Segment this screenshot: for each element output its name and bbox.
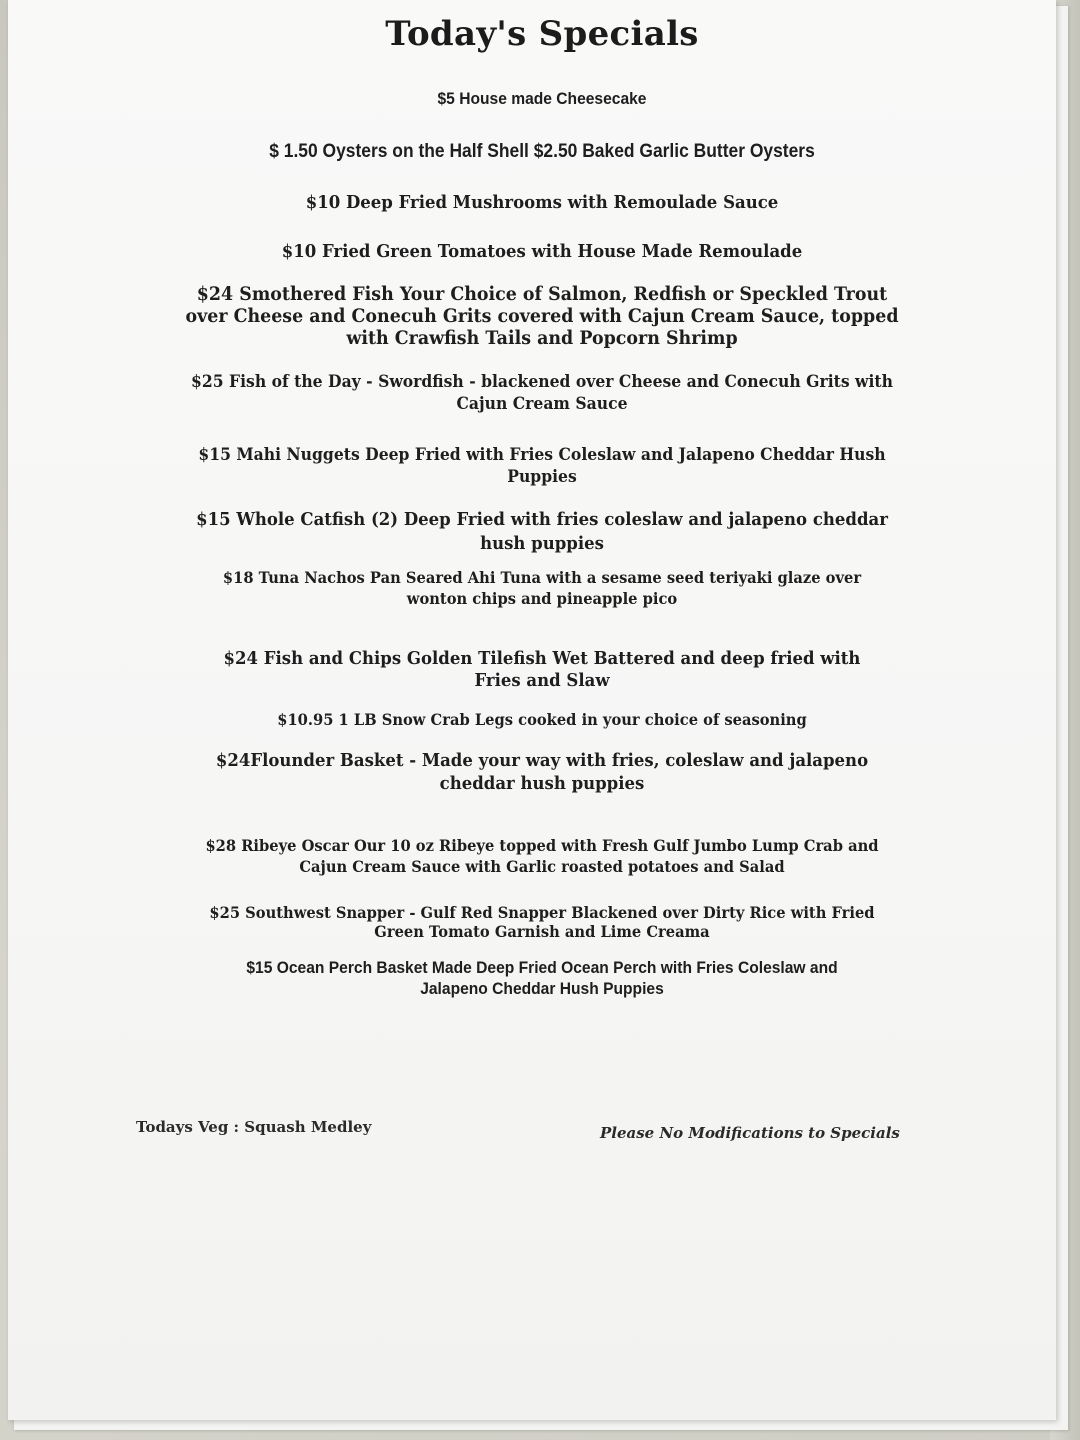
special-whole-catfish [8,508,1076,556]
menu-sheet [8,0,1056,1420]
special-line: $15 Mahi Nuggets Deep Fried with Fries Coleslaw and Jalapeno Cheddar Hush [198,445,886,465]
no-modifications-note: Please No Modifications to Specials [600,1124,900,1142]
special-line: $10.95 1 LB Snow Crab Legs cooked in your choice of seasoning [277,710,807,729]
special-mahi-nuggets [8,444,1076,488]
special-line: Fries and Slaw [474,670,610,691]
special-fish-and-chips [8,648,1076,692]
special-line: $5 House made Cheesecake [437,89,647,108]
special-ocean-perch [8,957,1076,999]
special-line: with Crawfish Tails and Popcorn Shrimp [346,327,738,349]
special-flounder-basket [8,749,1076,795]
special-line: $24Flounder Basket - Made your way with fries, coleslaw and jalapeno [215,750,869,771]
special-line: hush puppies [480,533,604,554]
special-fish-of-day [8,371,1076,415]
special-line: Green Tomato Garnish and Lime Creama [374,922,710,941]
special-line: $25 Southwest Snapper - Gulf Red Snapper Blackened over Dirty Rice with Fried [209,903,875,922]
special-line: $24 Fish and Chips Golden Tilefish Wet Battered and deep fried with [223,648,861,669]
special-smothered-fish [8,283,1076,349]
special-line: $10 Deep Fried Mushrooms with Remoulade Sauce [305,192,779,213]
special-line: $25 Fish of the Day - Swordfish - blackened over Cheese and Conecuh Grits with [191,372,893,392]
special-oysters [8,140,1076,164]
special-line: $28 Ribeye Oscar Our 10 oz Ribeye topped with Fresh Gulf Jumbo Lump Crab and [205,836,879,855]
special-tuna-nachos [8,567,1076,609]
special-line: $15 Ocean Perch Basket Made Deep Fried Ocean Perch with Fries Coleslaw and [246,958,838,977]
special-snow-crab [8,709,1076,731]
special-green-tomatoes [8,240,1076,264]
special-line: over Cheese and Conecuh Grits covered with Cajun Cream Sauce, topped [185,305,899,327]
todays-veg: Todays Veg : Squash Medley [136,1118,372,1136]
special-mushrooms [8,191,1076,215]
special-line: Cajun Cream Sauce with Garlic roasted potatoes and Salad [299,857,785,876]
special-line: wonton chips and pineapple pico [406,589,678,608]
special-line: $18 Tuna Nachos Pan Seared Ahi Tuna with a sesame seed teriyaki glaze over [222,568,862,587]
special-line: Jalapeno Cheddar Hush Puppies [420,979,664,998]
special-line: cheddar hush puppies [439,773,645,794]
special-ribeye-oscar [8,835,1076,877]
special-line: $10 Fried Green Tomatoes with House Made Remoulade [281,241,803,262]
special-line: Cajun Cream Sauce [456,394,628,414]
special-line: $15 Whole Catfish (2) Deep Fried with fries coleslaw and jalapeno cheddar [196,509,888,530]
menu-title: Today's Specials [385,14,699,54]
special-line: $24 Smothered Fish Your Choice of Salmon, Redfish or Speckled Trout [196,283,888,305]
special-line: $ 1.50 Oysters on the Half Shell $2.50 Baked Garlic Butter Oysters [269,141,815,162]
special-southwest-snapper [8,903,1076,941]
special-line: Puppies [507,467,577,487]
special-cheesecake [8,88,1076,110]
